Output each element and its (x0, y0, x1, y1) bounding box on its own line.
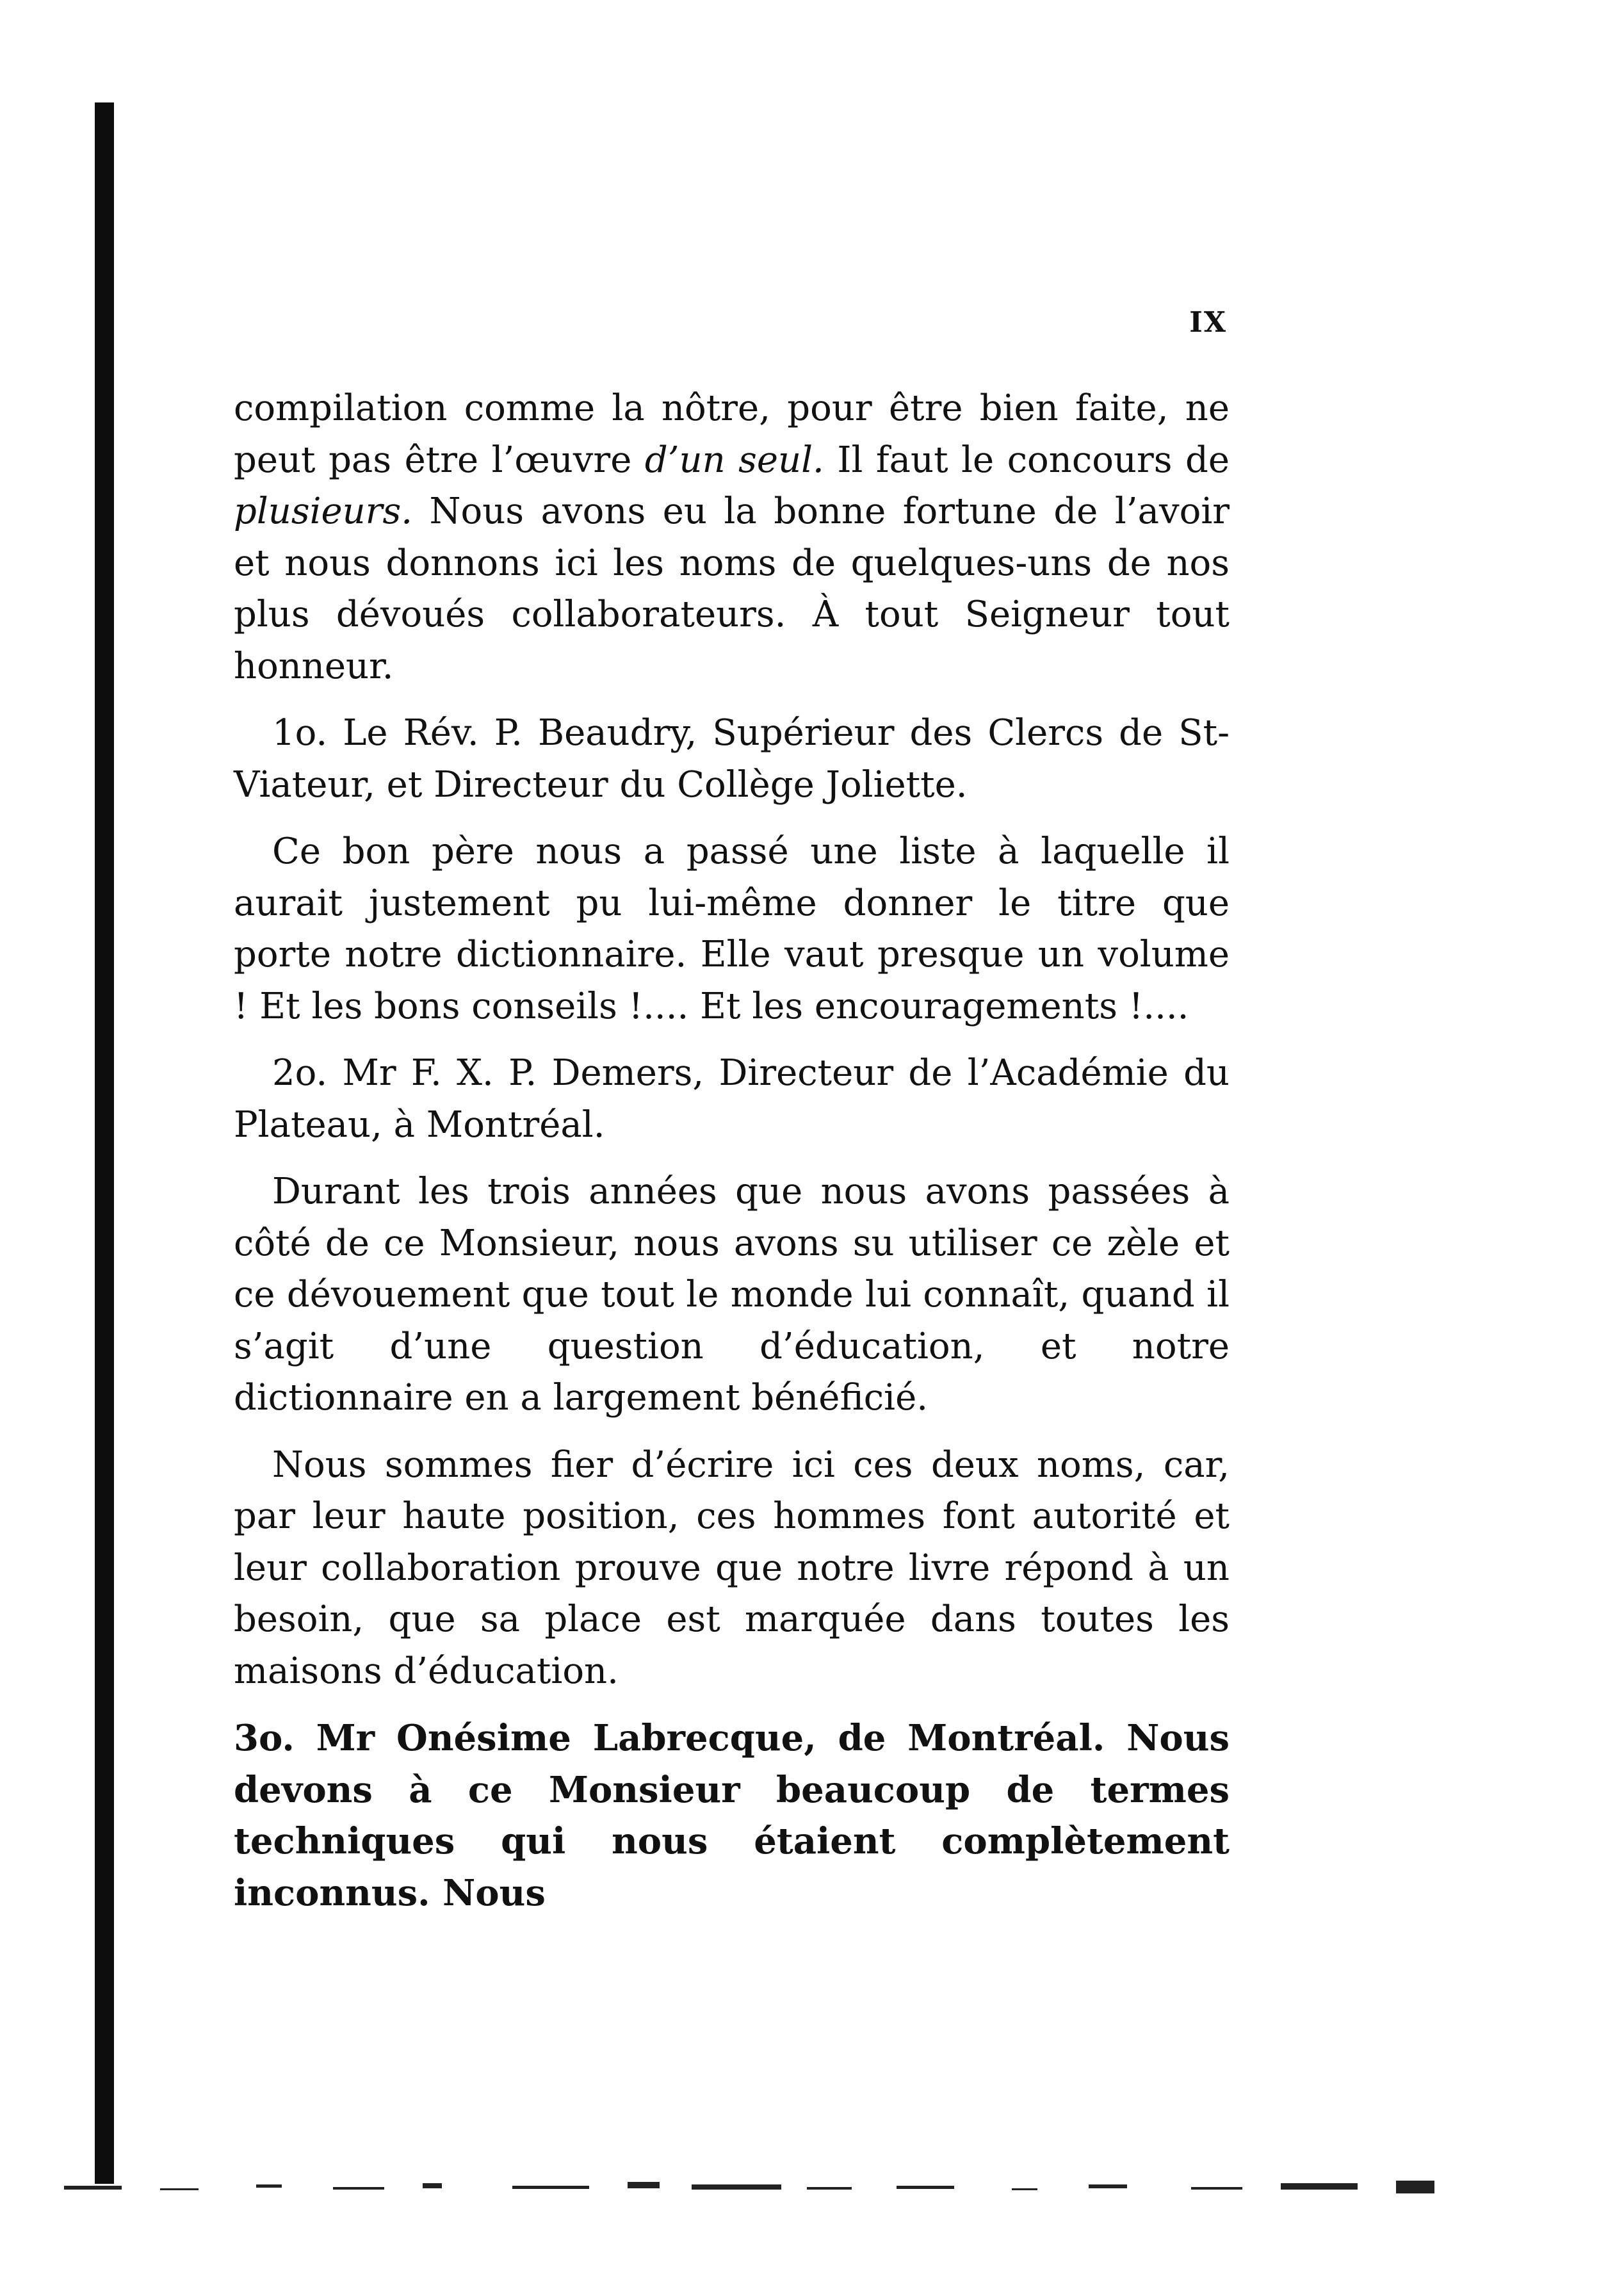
paragraph-5 (234, 1166, 1230, 1424)
body-text (234, 383, 1230, 1934)
paragraph-2 (234, 708, 1230, 811)
text-run: Il faut le concours de (824, 439, 1230, 481)
paragraph-3 (234, 826, 1230, 1032)
paragraph-4 (234, 1048, 1230, 1151)
text-run: Ce bon père nous a passé une liste à laquelle il aurait justement pu lui-même donner le titre que porte notre dictionnaire. Elle vaut presque un volume ! Et les bons conseils !.... Et les encouragements !.... (234, 831, 1230, 1027)
emphasis-text: plusieurs. (234, 491, 412, 532)
paragraph-6 (234, 1440, 1230, 1698)
page-number: IX (1189, 306, 1227, 339)
emphasis-text: d’un seul. (644, 439, 824, 481)
paragraph-7 (234, 1712, 1230, 1919)
text-run: 3o. Mr Onésime Labrecque, de Montréal. Nous devons à ce Monsieur beaucoup de termes techniques qui nous étaient complètement inconnus. Nous (234, 1717, 1230, 1914)
text-run: compilation comme la nôtre, pour être bien faite, ne peut pas être l’œuvre (234, 387, 1230, 481)
paragraph-1 (234, 383, 1230, 692)
text-run: Durant les trois années que nous avons passées à côté de ce Monsieur, nous avons su utiliser ce zèle et ce dévouement que tout le monde lui connaît, quand il s’agit d’une question d’éducation, et notre dictionnaire en a largement bénéficié. (234, 1171, 1230, 1419)
text-run: 2o. Mr F. X. P. Demers, Directeur de l’Académie du Plateau, à Montréal. (234, 1052, 1230, 1146)
text-run: Nous sommes fier d’écrire ici ces deux noms, car, par leur haute position, ces hommes font autorité et leur collaboration prouve que notre livre répond à un besoin, que sa place est marquée dans toutes les maisons d’éducation. (234, 1444, 1230, 1692)
binding-edge (95, 102, 114, 2184)
text-run: 1o. Le Rév. P. Beaudry, Supérieur des Clercs de St-Viateur, et Directeur du Collège Joliette. (234, 712, 1230, 806)
scan-noise (64, 2173, 1460, 2199)
text-run: Nous avons eu la bonne fortune de l’avoir et nous donnons ici les noms de quelques-uns de nos plus dévoués collaborateurs. À tout Seigneur tout honneur. (234, 491, 1230, 687)
